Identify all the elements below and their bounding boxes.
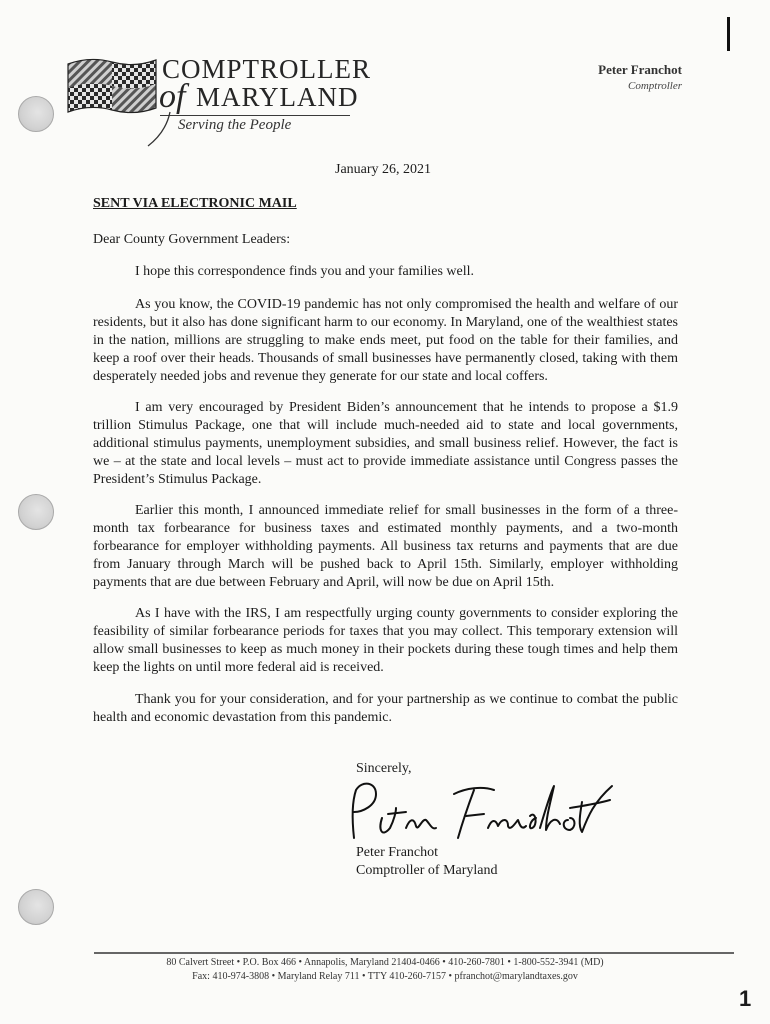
body-paragraph: I am very encouraged by President Biden’s announcement that he intends to propose a $1.9 trillion Stimulus Package, one that will include much-needed aid to state and local governments, additional stimulus payments, unemployment subsidies, and small business relief. However, the fact is we – at the state and local levels – must act to provide immediate assistance until Congress passes the President’s Stimulus Package. — [93, 400, 678, 487]
footer-contact: Fax: 410-974-3808 • Maryland Relay 711 • TTY 410-260-7157 • pfranchot@marylandtaxes.gov — [192, 971, 578, 982]
sent-via-heading: SENT VIA ELECTRONIC MAIL — [93, 196, 297, 211]
maryland-flag-icon — [66, 56, 158, 114]
org-name-line1: COMPTROLLER — [162, 54, 372, 84]
handwritten-signature — [332, 772, 622, 852]
footer-rule — [94, 952, 734, 954]
salutation: Dear County Government Leaders: — [93, 232, 291, 247]
punch-hole — [18, 494, 54, 530]
body-paragraph: I hope this correspondence finds you and your families well. — [135, 264, 475, 279]
body-paragraph: As you know, the COVID-19 pandemic has not only compromised the health and welfare of our residents, but it also has done significant harm to our economy. In Maryland, one of the wealthiest states in the nation, millions are struggling to make ends meet, put food on the table for their families, and keep a roof over their heads. Thousands of small businesses have permanently closed, taking with them desperately needed jobs and revenue they generate for our state and local coffers. — [93, 297, 678, 384]
sender-name: Peter Franchot — [598, 62, 682, 77]
body-paragraph: As I have with the IRS, I am respectfully urging county governments to consider exploring the feasibility of similar forbearance periods for taxes that you may collect. This temporary extension will allow small businesses to keep as much money in their pockets during these tough times and help them keep the lights on until more federal aid is received. — [93, 606, 678, 675]
page-mark: 1 — [739, 986, 752, 1011]
letter-date: January 26, 2021 — [335, 162, 432, 177]
sender-block — [598, 62, 682, 92]
body-paragraph: Earlier this month, I announced immediate relief for small businesses in the form of a three-month tax forbearance for business taxes and estimated monthly payments, and a two-month forbearance for employer withholding payments. All business tax returns and payments that are due from January through March will be pushed back to April 15th. Similarly, employer withholding payments that are due between February and April, will now be due on April 15th. — [93, 503, 678, 590]
punch-hole — [18, 889, 54, 925]
closing: Sincerely, — [356, 761, 412, 776]
signatory-title: Comptroller of Maryland — [356, 863, 498, 878]
body-paragraph: Thank you for your consideration, and for your partnership as we continue to combat the public health and economic devastation from this pandemic. — [93, 692, 678, 725]
org-tagline: Serving the People — [178, 117, 292, 133]
punch-hole — [18, 96, 54, 132]
signatory-name: Peter Franchot — [356, 845, 439, 860]
scan-mark — [727, 17, 730, 51]
org-name-line2: MARYLAND — [196, 82, 359, 112]
org-name-of: of — [159, 78, 186, 115]
footer-address: 80 Calvert Street • P.O. Box 466 • Annapolis, Maryland 21404-0466 • 410-260-7801 • 1-800-552-3941 (MD) — [166, 957, 604, 968]
sender-title: Comptroller — [628, 80, 682, 92]
